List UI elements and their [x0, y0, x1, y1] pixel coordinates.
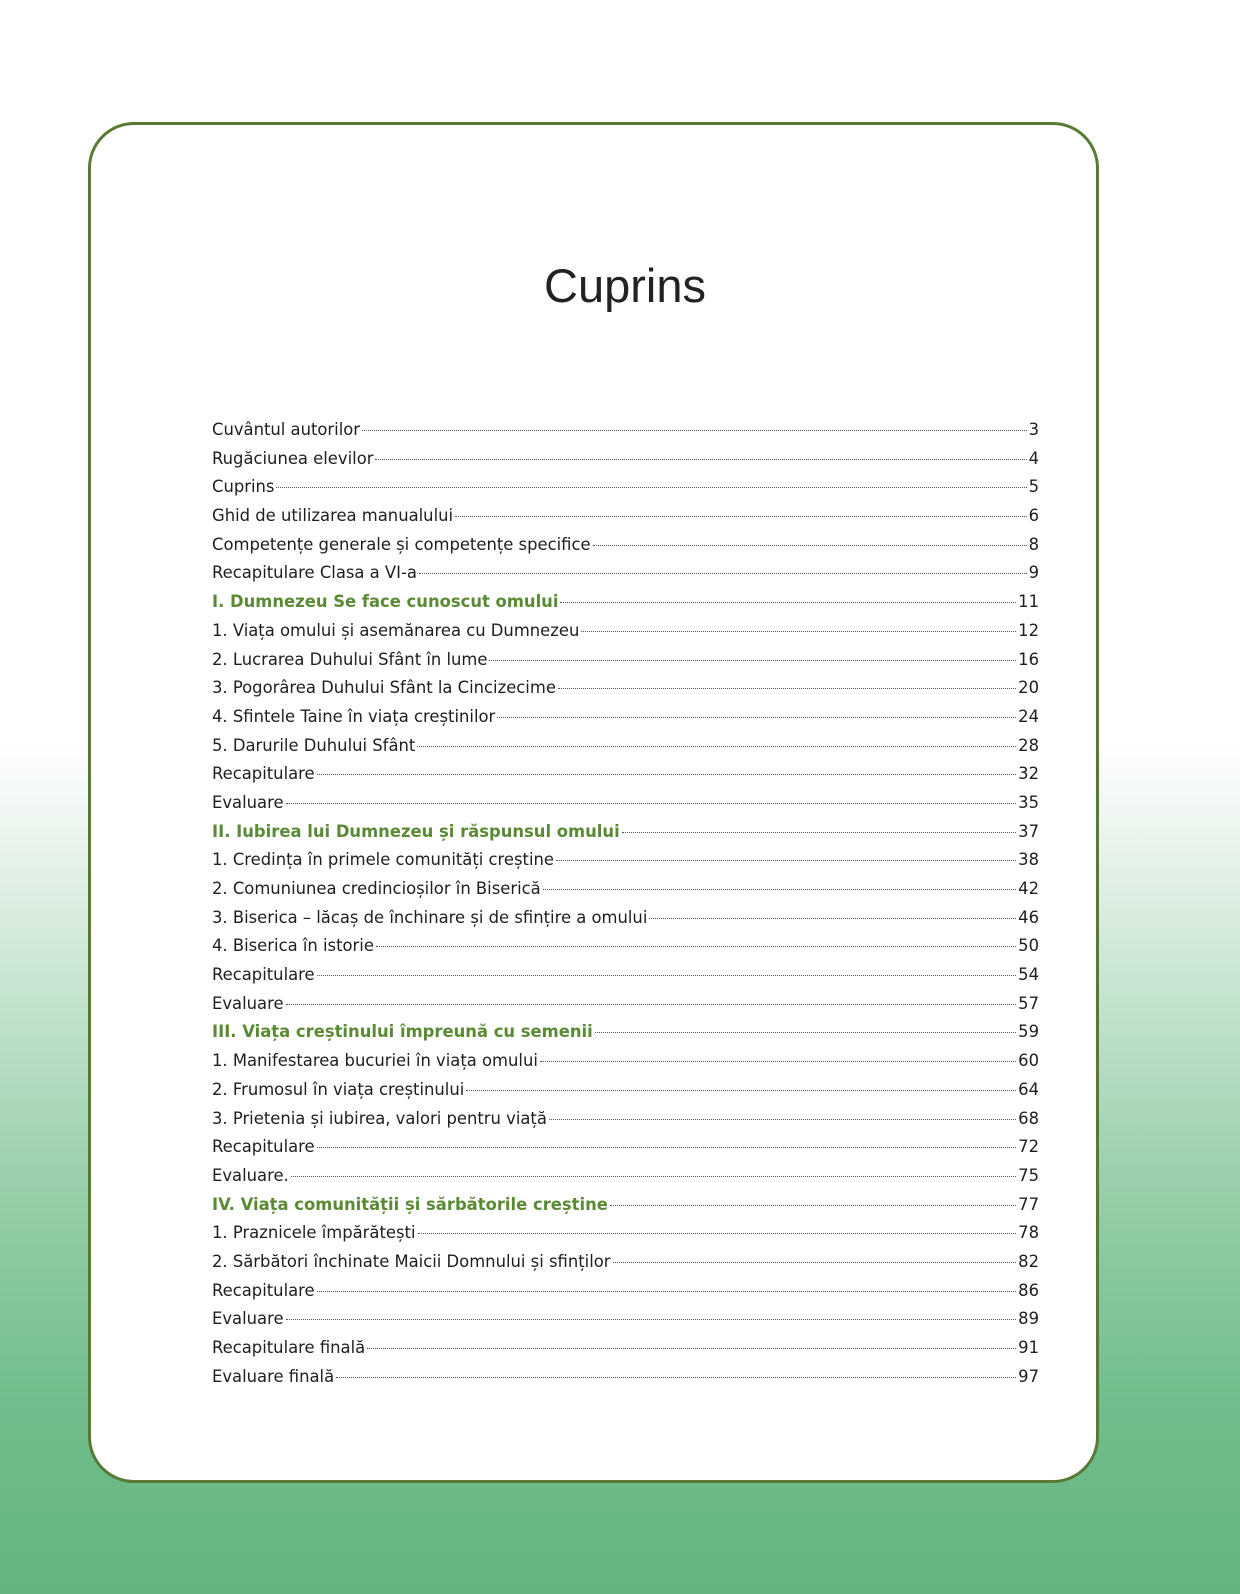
toc-entry[interactable]	[212, 879, 1039, 908]
dot-leader	[558, 688, 1016, 689]
toc-entry-page: 8	[1028, 534, 1039, 554]
toc-entry[interactable]	[212, 764, 1039, 793]
toc-entry-page: 59	[1018, 1022, 1039, 1042]
toc-entry[interactable]	[212, 1080, 1039, 1109]
toc-entry-page: 91	[1018, 1338, 1039, 1357]
toc-entry-page: 12	[1018, 620, 1039, 640]
toc-entry-label: III. Viața creștinului împreună cu semenii	[212, 1022, 593, 1042]
dot-leader	[317, 1291, 1017, 1292]
toc-entry-page: 24	[1018, 706, 1039, 726]
toc-entry-page: 6	[1028, 506, 1039, 526]
toc-entry-label: Ghid de utilizarea manualului	[212, 506, 454, 526]
toc-entry-page: 64	[1018, 1079, 1039, 1099]
dot-leader	[610, 1205, 1016, 1206]
toc-entry[interactable]	[212, 994, 1039, 1023]
toc-entry-label: I. Dumnezeu Se face cunoscut omului	[212, 592, 559, 612]
toc-entry-label: Evaluare	[212, 1309, 284, 1329]
toc-entry[interactable]	[212, 1109, 1039, 1138]
toc-entry-page: 16	[1018, 649, 1039, 669]
toc-entry-label: 3. Prietenia și iubirea, valori pentru viață	[212, 1108, 547, 1128]
dot-leader	[497, 717, 1016, 718]
toc-entry-label: 2. Sărbători închinate Maicii Domnului și sfinților	[212, 1251, 611, 1271]
toc-entry[interactable]	[212, 965, 1039, 994]
dot-leader	[286, 1004, 1017, 1005]
dot-leader	[649, 918, 1016, 919]
toc-entry[interactable]	[212, 1338, 1039, 1367]
toc-entry[interactable]	[212, 621, 1039, 650]
dot-leader	[593, 545, 1027, 546]
toc-entry-label: Cuvântul autorilor	[212, 420, 361, 439]
toc-entry-label: Competențe generale și competențe specifice	[212, 534, 591, 554]
toc-entry-label: Rugăciunea elevilor	[212, 448, 374, 468]
toc-entry-page: 75	[1018, 1165, 1039, 1185]
toc-entry-label: Recapitulare	[212, 1280, 315, 1300]
toc-entry-page: 77	[1018, 1194, 1039, 1214]
dot-leader	[417, 746, 1016, 747]
toc-entry-page: 50	[1018, 936, 1039, 956]
dot-leader	[613, 1262, 1017, 1263]
toc-chapter-heading[interactable]	[212, 1195, 1039, 1224]
toc-entry[interactable]	[212, 1281, 1039, 1310]
dot-leader	[376, 946, 1016, 947]
toc-entry-page: 82	[1018, 1251, 1039, 1271]
toc-entry-page: 54	[1018, 965, 1039, 985]
toc-entry[interactable]	[212, 1252, 1039, 1281]
dot-leader	[455, 516, 1026, 517]
dot-leader	[375, 459, 1026, 460]
toc-entry[interactable]	[212, 563, 1039, 592]
toc-entry-page: 86	[1018, 1280, 1039, 1300]
toc-entry-label: 2. Lucrarea Duhului Sfânt în lume	[212, 649, 488, 669]
toc-entry-label: IV. Viața comunității și sărbătorile creștine	[212, 1194, 608, 1214]
toc-chapter-heading[interactable]	[212, 822, 1039, 851]
toc-entry-label: Recapitulare Clasa a VI-a	[212, 563, 417, 583]
toc-entry[interactable]	[212, 736, 1039, 765]
toc-entry[interactable]	[212, 477, 1039, 506]
dot-leader	[317, 1147, 1017, 1148]
dot-leader	[581, 631, 1016, 632]
dot-leader	[540, 1061, 1016, 1062]
toc-entry-page: 9	[1028, 563, 1039, 583]
toc-entry-label: Evaluare.	[212, 1165, 289, 1185]
dot-leader	[367, 1348, 1016, 1349]
toc-entry-label: 4. Biserica în istorie	[212, 936, 374, 956]
dot-leader	[418, 1233, 1017, 1234]
toc-entry[interactable]	[212, 678, 1039, 707]
toc-entry-label: 5. Darurile Duhului Sfânt	[212, 735, 416, 755]
toc-entry[interactable]	[212, 1166, 1039, 1195]
toc-entry-label: Recapitulare	[212, 1137, 315, 1157]
toc-entry-page: 97	[1018, 1366, 1039, 1386]
toc-entry-page: 5	[1028, 477, 1039, 497]
toc-entry-page: 89	[1018, 1309, 1039, 1329]
dot-leader	[595, 1032, 1016, 1033]
dot-leader	[622, 832, 1016, 833]
toc-entry[interactable]	[212, 1223, 1039, 1252]
toc-entry-page: 57	[1018, 993, 1039, 1013]
toc-entry[interactable]	[212, 1051, 1039, 1080]
toc-entry-label: 4. Sfintele Taine în viața creștinilor	[212, 706, 496, 726]
toc-entry-label: 2. Frumosul în viața creștinului	[212, 1079, 465, 1099]
toc-entry-page: 38	[1018, 850, 1039, 870]
toc-chapter-heading[interactable]	[212, 592, 1039, 621]
toc-entry-page: 4	[1028, 448, 1039, 468]
toc-entry[interactable]	[212, 449, 1039, 478]
toc-entry-label: 3. Biserica – lăcaș de închinare și de sfințire a omului	[212, 907, 648, 927]
toc-entry-page: 28	[1018, 735, 1039, 755]
toc-entry[interactable]	[212, 506, 1039, 535]
dot-leader	[286, 1319, 1017, 1320]
dot-leader	[276, 487, 1026, 488]
toc-entry-label: 1. Manifestarea bucuriei în viața omului	[212, 1051, 538, 1071]
toc-entry-page: 42	[1018, 879, 1039, 898]
toc-entry-label: Evaluare	[212, 993, 284, 1013]
toc-entry-page: 37	[1018, 821, 1039, 841]
dot-leader	[419, 573, 1027, 574]
toc-entry[interactable]	[212, 535, 1039, 564]
toc-entry-label: Evaluare	[212, 792, 284, 812]
toc-entry[interactable]	[212, 707, 1039, 736]
toc-entry[interactable]	[212, 1309, 1039, 1338]
toc-entry-page: 35	[1018, 792, 1039, 812]
dot-leader	[291, 1176, 1016, 1177]
dot-leader	[466, 1090, 1016, 1091]
dot-leader	[317, 774, 1017, 775]
dot-leader	[362, 430, 1027, 431]
toc-entry[interactable]	[212, 850, 1039, 879]
toc-entry-label: II. Iubirea lui Dumnezeu și răspunsul omului	[212, 821, 620, 841]
toc-entry-label: 2. Comuniunea credincioșilor în Biserică	[212, 879, 541, 898]
toc-entry-label: Evaluare finală	[212, 1366, 335, 1386]
dot-leader	[489, 660, 1016, 661]
dot-leader	[556, 860, 1016, 861]
dot-leader	[549, 1119, 1016, 1120]
toc-entry[interactable]	[212, 1137, 1039, 1166]
toc-entry-label: Recapitulare	[212, 965, 315, 985]
toc-entry-page: 68	[1018, 1108, 1039, 1128]
toc-entry[interactable]	[212, 420, 1039, 449]
toc-entry-page: 3	[1028, 420, 1039, 439]
toc-entry-label: Cuprins	[212, 477, 275, 497]
toc-entry-label: 1. Viața omului și asemănarea cu Dumnezeu	[212, 620, 580, 640]
toc-entry-page: 78	[1018, 1223, 1039, 1243]
dot-leader	[317, 975, 1017, 976]
toc-entry[interactable]	[212, 936, 1039, 965]
toc-entry[interactable]	[212, 908, 1039, 937]
toc-entry-label: 1. Credința în primele comunități creștine	[212, 850, 554, 870]
toc-entry-page: 60	[1018, 1051, 1039, 1071]
toc-entry-page: 11	[1018, 592, 1039, 612]
toc-entry[interactable]	[212, 793, 1039, 822]
toc-entry[interactable]	[212, 1367, 1039, 1396]
dot-leader	[336, 1377, 1016, 1378]
toc-entry-page: 46	[1018, 907, 1039, 927]
dot-leader	[560, 602, 1016, 603]
toc-chapter-heading[interactable]	[212, 1022, 1039, 1051]
page-title: Cuprins	[544, 259, 706, 312]
dot-leader	[286, 803, 1017, 804]
toc-entry-label: 1. Praznicele împărătești	[212, 1223, 416, 1243]
toc-entry-label: Recapitulare finală	[212, 1338, 366, 1357]
toc-entry-page: 72	[1018, 1137, 1039, 1157]
toc-entry-label: 3. Pogorârea Duhului Sfânt la Cincizecime	[212, 678, 556, 698]
toc-entry[interactable]	[212, 650, 1039, 679]
table-of-contents	[212, 420, 1039, 1395]
dot-leader	[543, 889, 1016, 890]
toc-entry-label: Recapitulare	[212, 764, 315, 784]
toc-entry-page: 32	[1018, 764, 1039, 784]
toc-entry-page: 20	[1018, 678, 1039, 698]
